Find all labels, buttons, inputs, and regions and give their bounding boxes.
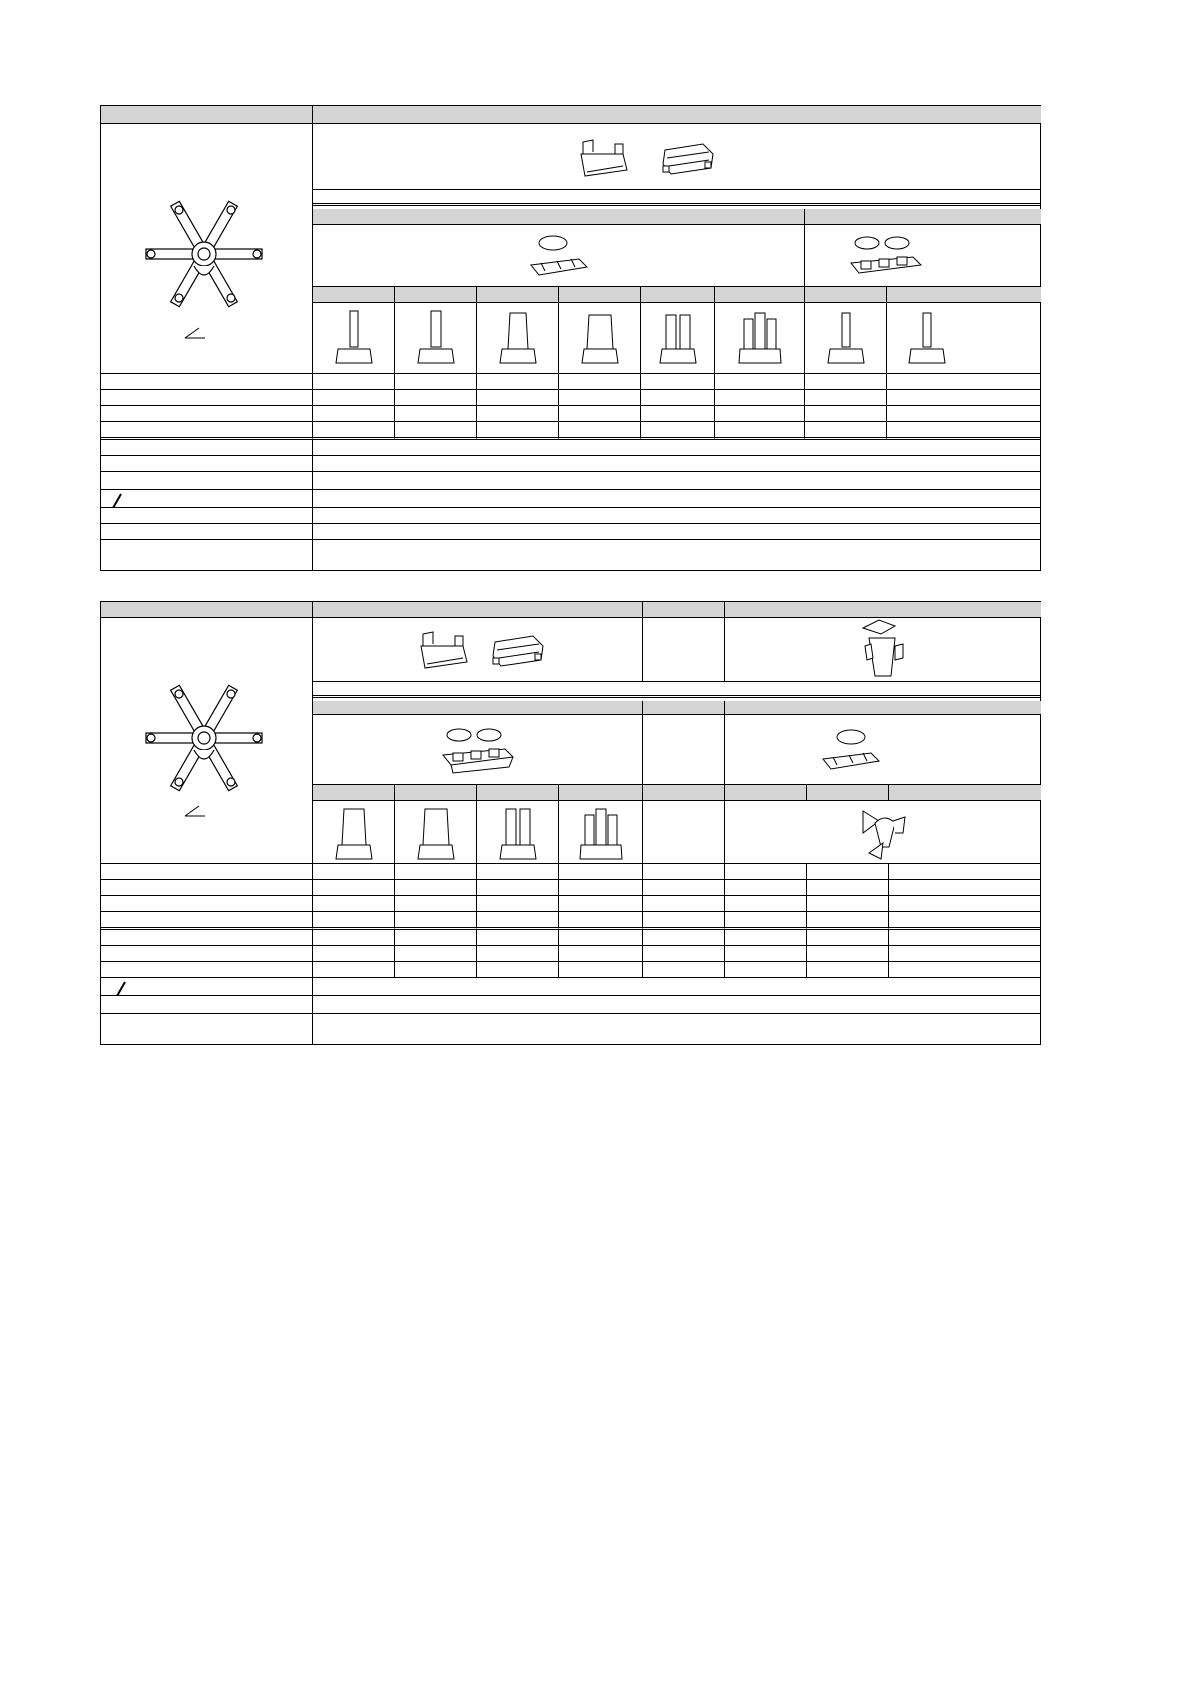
table-1-spec-row-3-value: [313, 472, 1041, 490]
table-2-section-c-image: [725, 715, 1041, 785]
table-2-value-row-1-col-3: [477, 864, 559, 880]
swing-bucket-icon: [855, 618, 909, 680]
tube-single-icon: [826, 309, 866, 369]
table-2-accessory-cell-b: [643, 618, 725, 682]
table-1-spec-row-3-label: [101, 472, 313, 490]
table-2-spec-row-2-label: [101, 996, 313, 1014]
table-1-value-row-1-col-3: [477, 374, 559, 390]
table-1-value-row-3-col-6: [715, 406, 805, 422]
table-1-section-b-header: [805, 209, 1041, 225]
table-2-spec-row-3-label: [101, 1014, 313, 1044]
table-1-spec-row-2-value: [313, 456, 1041, 472]
table-1-value-row-4-col-3: [477, 422, 559, 440]
table-2-tube-header-8: [889, 785, 1041, 801]
tube-single-icon: [416, 309, 456, 369]
table-2-tube-header-2: [395, 785, 477, 801]
table-2-value-row-7-col-6: [725, 962, 807, 978]
angle-symbol-icon: [183, 804, 207, 818]
adapter-double-icon: [847, 233, 927, 279]
table-2-value-row-3-col-6: [725, 896, 807, 912]
adapter-single-icon: [527, 231, 591, 281]
table-2-header-c: [725, 602, 1041, 618]
table-2-header-a: [313, 602, 643, 618]
table-1-value-row-1-col-1: [313, 374, 395, 390]
table-2-value-row-5-col-6: [725, 930, 807, 946]
table-2-tube-cell-2: [395, 801, 477, 864]
tube-wide-icon: [498, 309, 538, 369]
table-1-spec-row-7-value: [313, 540, 1041, 570]
table-2-value-row-5-col-5: [643, 930, 725, 946]
table-1-value-row-3-col-3: [477, 406, 559, 422]
table-2-value-row-7-col-4: [559, 962, 643, 978]
table-2-value-row-6-col-7: [807, 946, 889, 962]
table-1-value-row-3-col-5: [641, 406, 715, 422]
table-2-value-row-3-col-5: [643, 896, 725, 912]
table-2-value-row-4-col-3: [477, 912, 559, 930]
rotor-6-place-icon: [139, 678, 269, 798]
table-2-value-row-3-col-2: [395, 896, 477, 912]
table-1-value-row-3-col-7: [805, 406, 887, 422]
table-1-row-3-label: [101, 406, 313, 422]
table-1-spec-row-1-value: [313, 440, 1041, 456]
table-2-value-row-6-col-8: [889, 946, 1041, 962]
table-2-section-c-header: [725, 701, 1041, 715]
tube-single-icon: [334, 309, 374, 369]
table-1-value-row-4-col-6: [715, 422, 805, 440]
table-2-header-b: [643, 602, 725, 618]
table-1-tube-cell-8: [887, 303, 1041, 374]
tube-double-icon: [498, 805, 538, 863]
table-2-value-row-6-col-3: [477, 946, 559, 962]
table-2-tube-header-7: [807, 785, 889, 801]
table-2-value-row-4-col-1: [313, 912, 395, 930]
table-2-value-row-5-col-2: [395, 930, 477, 946]
table-1: [100, 105, 1041, 571]
table-2-tube-header-3: [477, 785, 559, 801]
table-2-accessory-cell-a: [313, 618, 643, 682]
tube-wide-icon: [580, 309, 620, 369]
table-2-value-row-7-col-3: [477, 962, 559, 978]
table-1-header-left: [101, 106, 313, 124]
tube-double-icon: [658, 309, 698, 369]
table-2-value-row-2-col-1: [313, 880, 395, 896]
table-1-value-row-4-col-8: [887, 422, 1041, 440]
table-2-value-row-4-col-7: [807, 912, 889, 930]
angle-symbol-icon: [183, 326, 207, 340]
tube-triple-icon: [738, 309, 782, 369]
tube-single-icon: [907, 309, 947, 369]
table-2-value-row-1-col-2: [395, 864, 477, 880]
table-2-section-b-image: [643, 715, 725, 785]
table-2-value-row-7-col-7: [807, 962, 889, 978]
table-2-value-row-5-col-3: [477, 930, 559, 946]
table-2-tube-cell-4: [559, 801, 643, 864]
table-2-value-row-4-label: [101, 912, 313, 930]
table-2-tube-header-1: [313, 785, 395, 801]
table-2-value-row-2-col-3: [477, 880, 559, 896]
table-1-value-row-1-col-2: [395, 374, 477, 390]
table-2-value-row-6-label: [101, 946, 313, 962]
table-2-rotor-cell: [101, 618, 313, 864]
table-1-tube-cell-4: [559, 303, 641, 374]
table-1-value-row-1-col-8: [887, 374, 1041, 390]
table-1-row-4-label: [101, 422, 313, 440]
table-2-value-row-2-label: [101, 880, 313, 896]
table-2-value-row-5-label: [101, 930, 313, 946]
bucket-open-icon: [577, 136, 629, 180]
table-2-value-row-2-col-4: [559, 880, 643, 896]
table-1-value-row-2-col-8: [887, 390, 1041, 406]
table-1-value-row-2-col-6: [715, 390, 805, 406]
table-2-tube-header-4: [559, 785, 643, 801]
table-2-value-row-2-col-7: [807, 880, 889, 896]
tube-triple-icon: [579, 805, 623, 863]
table-2-value-row-3-col-1: [313, 896, 395, 912]
table-2-spec-row-1-value: [313, 978, 1041, 996]
table-2-value-row-7-col-1: [313, 962, 395, 978]
table-1-value-row-4-col-1: [313, 422, 395, 440]
table-1-tube-header-3: [477, 287, 559, 303]
table-2-spec-row-3-value: [313, 1014, 1041, 1044]
table-1-tube-cell-2: [395, 303, 477, 374]
table-2-value-row-4-col-2: [395, 912, 477, 930]
table-2-value-row-2-col-2: [395, 880, 477, 896]
table-2-value-row-3-label: [101, 896, 313, 912]
tube-wide-icon: [416, 805, 456, 863]
table-1-tube-header-7: [805, 287, 887, 303]
table-2-accessory-cell-c: [725, 618, 1041, 682]
table-2-value-row-1-label: [101, 864, 313, 880]
table-2-value-row-1-col-8: [889, 864, 1041, 880]
table-1-tube-cell-1: [313, 303, 395, 374]
table-1-header-right: [313, 106, 1041, 124]
adapter-double-icon: [439, 725, 519, 775]
adapter-single-icon: [819, 725, 883, 775]
table-2-value-row-3-col-8: [889, 896, 1041, 912]
table-1-row-2-label: [101, 390, 313, 406]
table-2-accessory-caption: [313, 682, 1041, 698]
table-1-value-row-2-col-2: [395, 390, 477, 406]
table-2-tube-cell-1: [313, 801, 395, 864]
table-2-value-row-5-col-1: [313, 930, 395, 946]
table-2-value-row-1-col-1: [313, 864, 395, 880]
table-1-spec-row-4-value: [313, 490, 1041, 508]
table-2-spec-row-1-label: [101, 978, 313, 996]
table-1-section-b-image: [805, 225, 1041, 287]
bucket-closed-icon: [659, 140, 715, 180]
table-1-value-row-4-col-2: [395, 422, 477, 440]
table-1-spec-row-6-label: [101, 524, 313, 540]
table-1-value-row-4-col-4: [559, 422, 641, 440]
table-2-value-row-1-col-7: [807, 864, 889, 880]
table-1-row-1-label: [101, 374, 313, 390]
table-1-accessory-cell: [313, 124, 1041, 190]
rotor-6-place-icon: [139, 194, 269, 314]
table-1-spec-row-5-label: [101, 508, 313, 524]
table-2-tube-cell-3: [477, 801, 559, 864]
table-1-section-a-image: [313, 225, 805, 287]
table-2-value-row-3-col-3: [477, 896, 559, 912]
table-2-value-row-6-col-4: [559, 946, 643, 962]
table-2-value-row-4-col-6: [725, 912, 807, 930]
table-2-value-row-2-col-5: [643, 880, 725, 896]
table-2-value-row-6-col-6: [725, 946, 807, 962]
table-2-value-row-6-col-1: [313, 946, 395, 962]
table-1-value-row-1-col-4: [559, 374, 641, 390]
conical-tube-icon: [859, 803, 909, 861]
separator-bracket-icon: [103, 492, 127, 508]
table-2-section-a-header: [313, 701, 643, 715]
table-2-value-row-3-col-7: [807, 896, 889, 912]
table-1-section-a-header: [313, 209, 805, 225]
table-2-value-row-4-col-8: [889, 912, 1041, 930]
table-1-tube-header-4: [559, 287, 641, 303]
table-2-value-row-7-col-2: [395, 962, 477, 978]
table-2-value-row-5-col-4: [559, 930, 643, 946]
table-1-spec-row-4-label: [101, 490, 313, 508]
table-1-spec-row-2-label: [101, 456, 313, 472]
table-2-value-row-5-col-8: [889, 930, 1041, 946]
table-2-section-a-image: [313, 715, 643, 785]
table-2-value-row-1-col-6: [725, 864, 807, 880]
table-2-value-row-6-col-2: [395, 946, 477, 962]
table-1-spec-row-1-label: [101, 440, 313, 456]
table-2-value-row-7-col-8: [889, 962, 1041, 978]
table-1-accessory-caption: [313, 190, 1041, 206]
table-2-value-row-2-col-6: [725, 880, 807, 896]
table-1-value-row-3-col-4: [559, 406, 641, 422]
table-2-tube-header-5: [643, 785, 725, 801]
tube-wide-icon: [334, 805, 374, 863]
bucket-closed-icon: [489, 632, 545, 672]
table-2-tube-cell-5: [643, 801, 725, 864]
table-1-value-row-2-col-7: [805, 390, 887, 406]
table-1-value-row-2-col-3: [477, 390, 559, 406]
table-1-value-row-3-col-2: [395, 406, 477, 422]
table-1-tube-cell-6: [715, 303, 805, 374]
table-1-spec-row-6-value: [313, 524, 1041, 540]
table-1-tube-header-8: [887, 287, 1041, 303]
table-2: [100, 601, 1041, 1045]
separator-bracket-icon: [107, 980, 131, 996]
table-1-value-row-4-col-5: [641, 422, 715, 440]
table-1-tube-header-6: [715, 287, 805, 303]
table-2-value-row-1-col-4: [559, 864, 643, 880]
table-1-rotor-cell: [101, 124, 313, 374]
table-1-tube-cell-7: [805, 303, 887, 374]
table-1-value-row-3-col-1: [313, 406, 395, 422]
table-2-value-row-7-col-5: [643, 962, 725, 978]
table-1-value-row-1-col-7: [805, 374, 887, 390]
bucket-open-icon: [417, 628, 469, 672]
table-1-tube-header-2: [395, 287, 477, 303]
table-2-tube-cell-6: [725, 801, 1041, 864]
table-2-value-row-5-col-7: [807, 930, 889, 946]
table-1-value-row-2-col-5: [641, 390, 715, 406]
table-2-value-row-2-col-8: [889, 880, 1041, 896]
table-1-value-row-4-col-7: [805, 422, 887, 440]
table-2-value-row-4-col-4: [559, 912, 643, 930]
table-1-tube-cell-5: [641, 303, 715, 374]
table-2-value-row-6-col-5: [643, 946, 725, 962]
table-1-value-row-2-col-4: [559, 390, 641, 406]
table-2-value-row-1-col-5: [643, 864, 725, 880]
table-1-tube-header-5: [641, 287, 715, 303]
table-2-value-row-3-col-4: [559, 896, 643, 912]
table-1-value-row-2-col-1: [313, 390, 395, 406]
table-1-spec-row-7-label: [101, 540, 313, 570]
table-2-value-row-7-label: [101, 962, 313, 978]
table-1-spec-row-5-value: [313, 508, 1041, 524]
table-1-value-row-1-col-6: [715, 374, 805, 390]
table-2-spec-row-2-value: [313, 996, 1041, 1014]
table-2-tube-header-6: [725, 785, 807, 801]
table-1-value-row-3-col-8: [887, 406, 1041, 422]
table-1-tube-cell-3: [477, 303, 559, 374]
table-1-tube-header-1: [313, 287, 395, 303]
table-2-section-b-header: [643, 701, 725, 715]
table-2-value-row-4-col-5: [643, 912, 725, 930]
table-2-header-left: [101, 602, 313, 618]
table-1-value-row-1-col-5: [641, 374, 715, 390]
